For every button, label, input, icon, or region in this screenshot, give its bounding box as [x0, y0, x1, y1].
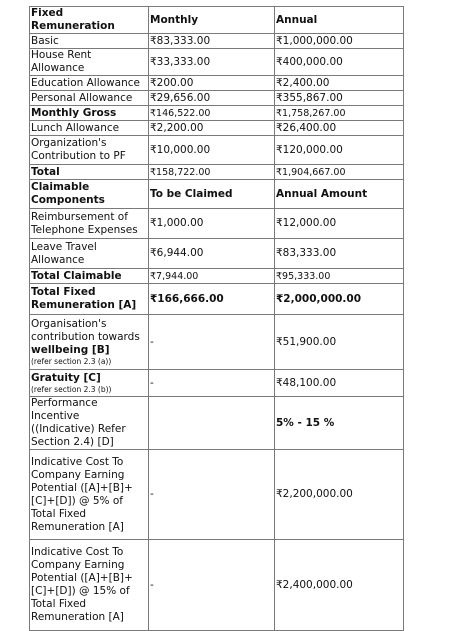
table-row: [30, 106, 404, 121]
row-annual: ₹95,333.00: [275, 269, 404, 284]
row-label-line: Performance Incentive: [31, 397, 98, 422]
row-label-line: contribution towards: [31, 330, 140, 343]
row-label-line: Leave Travel: [31, 240, 97, 253]
table-row: [30, 49, 404, 76]
row-monthly: ₹1,000.00: [149, 209, 275, 239]
row-label-line: Remuneration [A]: [31, 520, 124, 533]
row-label-line: Company Earning: [31, 559, 125, 571]
row-label-line: Total Fixed: [31, 507, 87, 520]
row-annual: ₹2,400,000.00: [275, 540, 404, 631]
row-label-line: Indicative Cost To: [31, 546, 124, 558]
table-row: [30, 165, 404, 180]
table-header-row: [30, 7, 404, 34]
header-to-be-claimed: To be Claimed: [149, 180, 275, 209]
table-row: [30, 136, 404, 165]
row-monthly: ₹83,333.00: [149, 34, 275, 49]
total-fixed-row: [30, 284, 404, 315]
row-label-line: Total Fixed: [31, 286, 96, 298]
row-label: [30, 239, 149, 269]
table-row: [30, 239, 404, 269]
row-label: Total: [30, 165, 149, 180]
row-annual: ₹1,000,000.00: [275, 34, 404, 49]
row-annual: ₹51,900.00: [275, 315, 404, 370]
remuneration-table: [29, 6, 404, 631]
row-label: [30, 397, 149, 450]
row-annual: ₹1,758,267.00: [275, 106, 404, 121]
table-row: [30, 91, 404, 106]
table-row: [30, 121, 404, 136]
claimable-header-row: [30, 180, 404, 209]
row-label: Monthly Gross: [30, 106, 149, 121]
row-annual: ₹120,000.00: [275, 136, 404, 165]
row-monthly: ₹146,522.00: [149, 106, 275, 121]
cost-to-company-5-row: [30, 450, 404, 540]
row-label-line: Company Earning: [31, 468, 125, 481]
row-label-line: Telephone Expenses: [31, 223, 138, 236]
header-annual: Annual: [275, 7, 404, 34]
row-label: [30, 284, 149, 315]
row-annual: ₹2,200,000.00: [275, 450, 404, 540]
row-label-line: ((Indicative) Refer: [31, 423, 126, 435]
row-annual: ₹26,400.00: [275, 121, 404, 136]
row-label: [30, 209, 149, 239]
row-annual: ₹2,400.00: [275, 76, 404, 91]
header-monthly: Monthly: [149, 7, 275, 34]
row-monthly: -: [149, 370, 275, 397]
gratuity-row: [30, 370, 404, 397]
row-annual: ₹12,000.00: [275, 209, 404, 239]
section-reference-note: (refer section 2.3 (a)): [31, 356, 112, 366]
row-label: [30, 370, 149, 397]
row-label-line: Claimable: [31, 181, 90, 193]
row-label-line: Potential ([A]+[B]+: [31, 481, 133, 494]
row-label-line: Remuneration [A]: [31, 299, 137, 311]
row-annual: ₹83,333.00: [275, 239, 404, 269]
row-annual: ₹1,904,667.00: [275, 165, 404, 180]
row-label: Basic: [30, 34, 149, 49]
table-row: [30, 34, 404, 49]
row-label-line: Remuneration [A]: [31, 611, 124, 623]
row-label-line: Allowance: [31, 253, 85, 266]
row-label-line: wellbeing [B]: [31, 343, 110, 356]
row-label-line: Total Fixed: [31, 598, 87, 610]
row-label-line: Indicative Cost To: [31, 455, 124, 468]
row-label: Total Claimable: [30, 269, 149, 284]
row-label-line: Components: [31, 194, 105, 206]
row-monthly: -: [149, 450, 275, 540]
table-row: [30, 76, 404, 91]
row-label: House Rent Allowance: [30, 49, 149, 76]
row-monthly: ₹2,200.00: [149, 121, 275, 136]
header-annual-amount: Annual Amount: [275, 180, 404, 209]
row-annual: ₹2,000,000.00: [275, 284, 404, 315]
row-annual: ₹48,100.00: [275, 370, 404, 397]
header-fixed-remuneration: Fixed Remuneration: [30, 7, 149, 34]
row-label-line: [C]+[D]) @ 5% of: [31, 494, 123, 507]
performance-incentive-row: [30, 397, 404, 450]
row-label-line: Contribution to PF: [31, 150, 126, 162]
row-label: Lunch Allowance: [30, 121, 149, 136]
row-monthly: ₹10,000.00: [149, 136, 275, 165]
row-monthly: ₹166,666.00: [149, 284, 275, 315]
row-label: [30, 315, 149, 370]
table-row: [30, 269, 404, 284]
row-label-line: Organisation's: [31, 317, 107, 330]
row-monthly: ₹7,944.00: [149, 269, 275, 284]
row-monthly: -: [149, 540, 275, 631]
row-label-line: Reimbursement of: [31, 210, 128, 223]
row-monthly: ₹33,333.00: [149, 49, 275, 76]
row-label: [30, 450, 149, 540]
row-label: Personal Allowance: [30, 91, 149, 106]
row-monthly: ₹6,944.00: [149, 239, 275, 269]
row-annual: ₹400,000.00: [275, 49, 404, 76]
row-monthly: ₹200.00: [149, 76, 275, 91]
row-label-line: Organization's: [31, 137, 107, 149]
row-label: [30, 136, 149, 165]
row-annual: ₹355,867.00: [275, 91, 404, 106]
wellbeing-row: [30, 315, 404, 370]
row-label-line: Section 2.4) [D]: [31, 436, 114, 448]
row-label: Education Allowance: [30, 76, 149, 91]
row-annual: 5% - 15 %: [275, 397, 404, 450]
row-monthly: ₹158,722.00: [149, 165, 275, 180]
row-monthly: -: [149, 315, 275, 370]
section-reference-note: (refer section 2.3 (b)): [31, 384, 112, 394]
row-label-line: Gratuity [C]: [31, 371, 101, 384]
claimable-header-label: [30, 180, 149, 209]
table-row: [30, 209, 404, 239]
row-label-line: Potential ([A]+[B]+: [31, 572, 133, 584]
row-monthly: [149, 397, 275, 450]
row-monthly: ₹29,656.00: [149, 91, 275, 106]
row-label-line: [C]+[D]) @ 15% of: [31, 585, 130, 597]
